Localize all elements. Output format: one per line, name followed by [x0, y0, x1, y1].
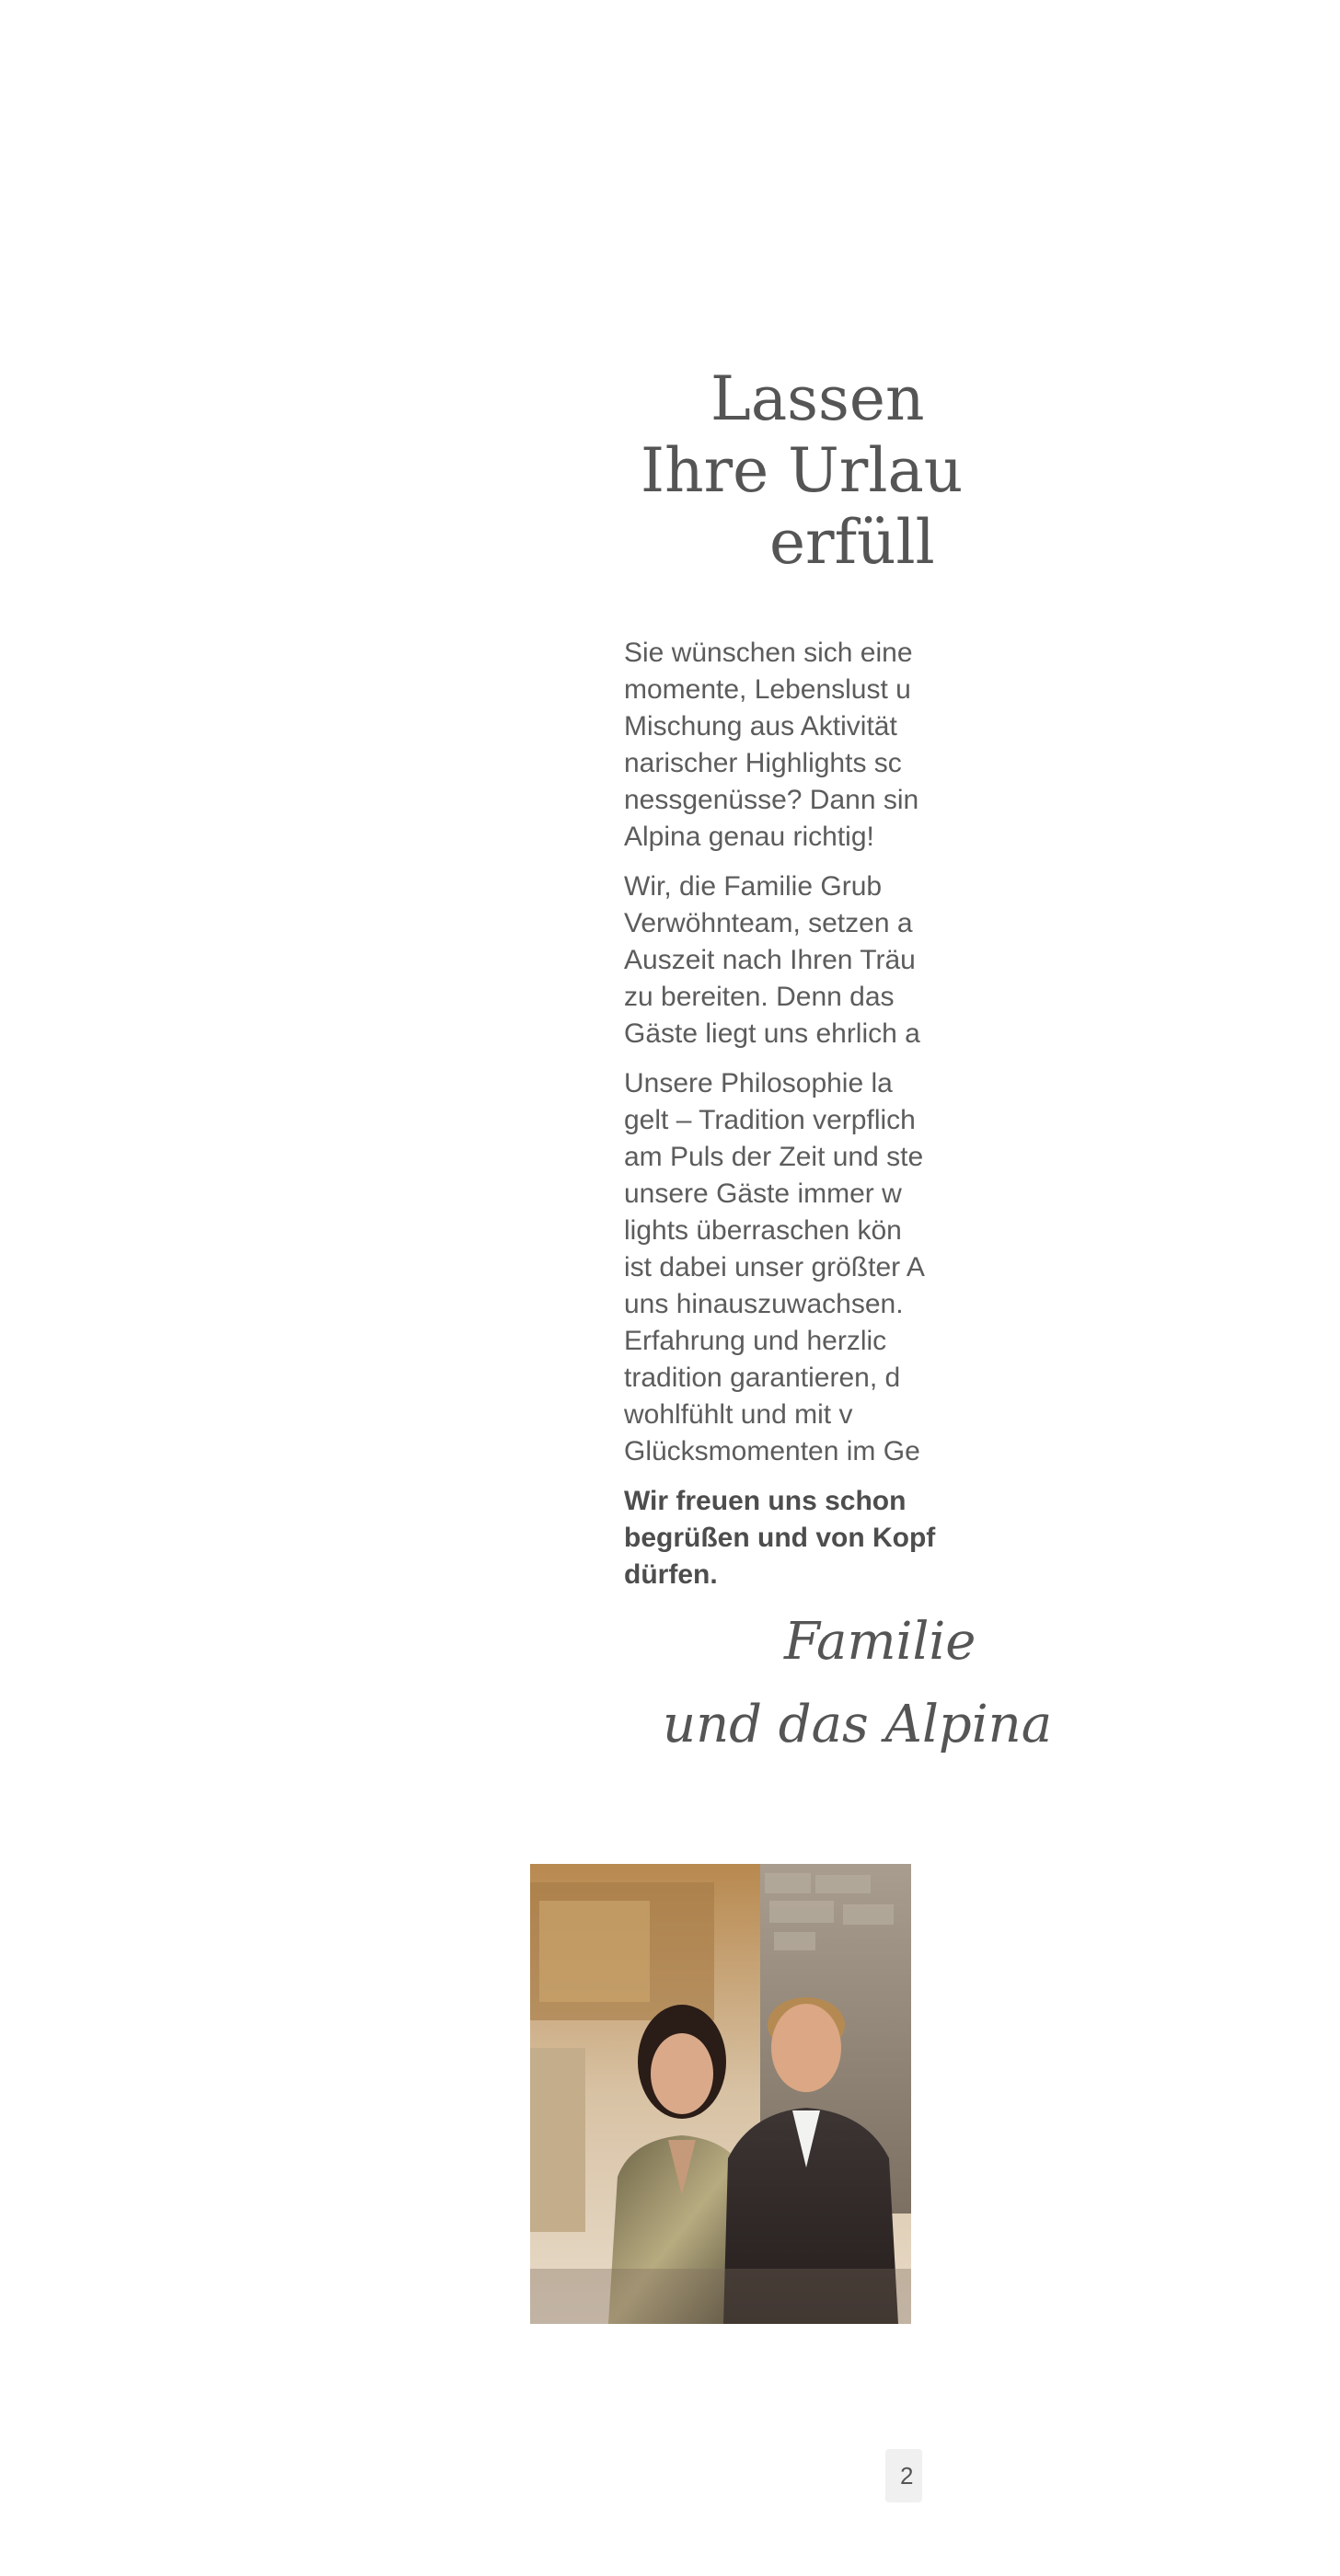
heading-line-2: Ihre Urlau — [641, 435, 964, 506]
paragraph-philosophy: Unsere Philosophie la gelt – Tradition verpflich am Puls der Zeit und ste unsere Gäste immer w lights überraschen kön ist dabei unser größter A uns hinauszuwachsen. Erfahrung und herzlic tradition garantieren, d wohlfühlt und mit v Glücksmomenten im Ge — [624, 1068, 925, 1466]
page-number: 2 — [885, 2449, 922, 2502]
family-photo — [530, 1864, 911, 2324]
heading-line-3: erfüll — [769, 507, 935, 578]
paragraph-family: Wir, die Familie Grub Verwöhnteam, setzen a Auszeit nach Ihren Träu zu bereiten. Denn das Gäste liegt uns ehrlich a — [624, 871, 920, 1049]
body-text — [624, 635, 1011, 1606]
page-heading — [624, 363, 1195, 579]
heading-line-1: Lassen — [710, 363, 925, 434]
signature — [644, 1601, 1196, 1766]
family-photo-image — [530, 1864, 911, 2324]
signature-line-1: Familie — [784, 1612, 976, 1672]
paragraph-closing: Wir freuen uns schon begrüßen und von Kopf dürfen. — [624, 1486, 936, 1590]
paragraph-intro: Sie wünschen sich eine momente, Lebenslust u Mischung aus Aktivität narischer Highlights sc nessgenüsse? Dann sin Alpina genau richtig! — [624, 638, 919, 852]
signature-line-2: und das Alpina — [663, 1695, 1053, 1754]
